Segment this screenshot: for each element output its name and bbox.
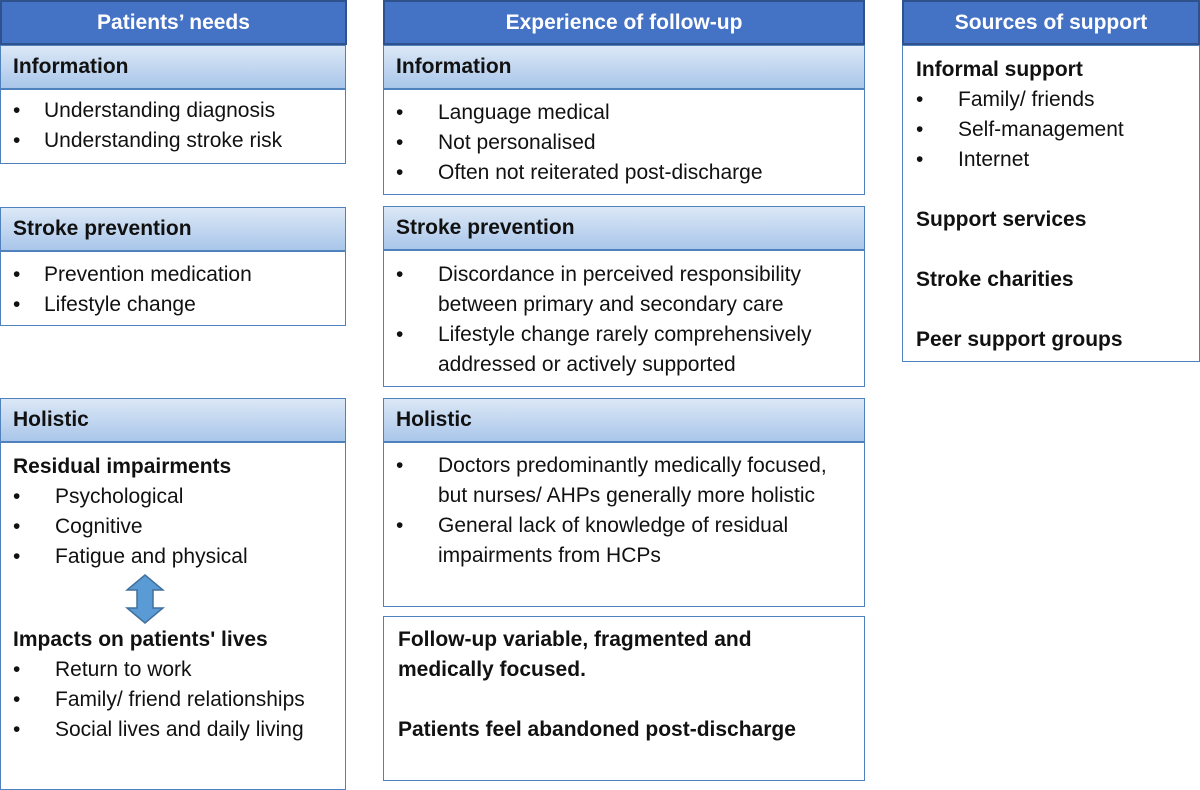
needs-prevention-list [13, 260, 345, 320]
needs-prevention-box [0, 251, 346, 326]
list-item: • Internet [916, 145, 1199, 175]
summary-box [383, 616, 865, 781]
list-item: • Lifestyle change rarely comprehensively addressed or actively supported [396, 320, 851, 380]
list-item: • Family/ friends [916, 85, 1199, 115]
needs-information-header: Information [0, 45, 346, 89]
experience-prevention-list [396, 260, 851, 380]
list-item: • Social lives and daily living [13, 715, 313, 745]
list-item: • Cognitive [13, 512, 345, 542]
list-item: • Not personalised [396, 128, 864, 158]
residual-impairments-heading: Residual impairments [13, 455, 232, 478]
experience-information-header: Information [383, 45, 865, 89]
stroke-charities-heading: Stroke charities [916, 268, 1074, 291]
list-item: • Doctors predominantly medically focused, but nurses/ AHPs generally more holistic [396, 451, 836, 511]
needs-information-list [13, 96, 345, 156]
informal-support-list [916, 85, 1199, 175]
needs-holistic-box [0, 442, 346, 790]
list-item: • Return to work [13, 655, 313, 685]
impacts-list [13, 655, 313, 745]
support-box [902, 45, 1200, 362]
needs-prevention-header: Stroke prevention [0, 207, 346, 251]
list-item: • Language medical [396, 98, 864, 128]
peer-support-heading: Peer support groups [916, 328, 1123, 351]
needs-information-box [0, 89, 346, 164]
support-services-heading: Support services [916, 208, 1087, 231]
summary-follow-up-text: Follow-up variable, fragmented and medically focused. [398, 628, 752, 681]
list-item: • Often not reiterated post-discharge [396, 158, 864, 188]
experience-holistic-header: Holistic [383, 398, 865, 442]
double-arrow-icon [125, 574, 165, 624]
experience-information-list [396, 98, 864, 188]
list-item: • Family/ friend relationships [13, 685, 313, 715]
experience-holistic-box [383, 442, 865, 607]
experience-holistic-list [396, 451, 836, 571]
list-item: • Understanding diagnosis [13, 96, 345, 126]
needs-holistic-header: Holistic [0, 398, 346, 442]
column-header-sources-of-support: Sources of support [902, 0, 1200, 45]
list-item: • Discordance in perceived responsibility between primary and secondary care [396, 260, 851, 320]
list-item: • General lack of knowledge of residual impairments from HCPs [396, 511, 836, 571]
list-item: • Lifestyle change [13, 290, 345, 320]
experience-prevention-header: Stroke prevention [383, 206, 865, 250]
informal-support-heading: Informal support [916, 58, 1083, 81]
impacts-heading: Impacts on patients' lives [13, 628, 268, 651]
list-item: • Understanding stroke risk [13, 126, 345, 156]
list-item: • Self-management [916, 115, 1199, 145]
list-item: • Fatigue and physical [13, 542, 345, 572]
list-item: • Prevention medication [13, 260, 345, 290]
experience-information-box [383, 89, 865, 195]
experience-prevention-box [383, 250, 865, 387]
column-header-patients-needs: Patients’ needs [0, 0, 347, 45]
residual-impairments-list [13, 482, 345, 572]
list-item: • Psychological [13, 482, 345, 512]
summary-abandoned-text: Patients feel abandoned post-discharge [398, 718, 796, 741]
column-header-experience: Experience of follow-up [383, 0, 865, 45]
